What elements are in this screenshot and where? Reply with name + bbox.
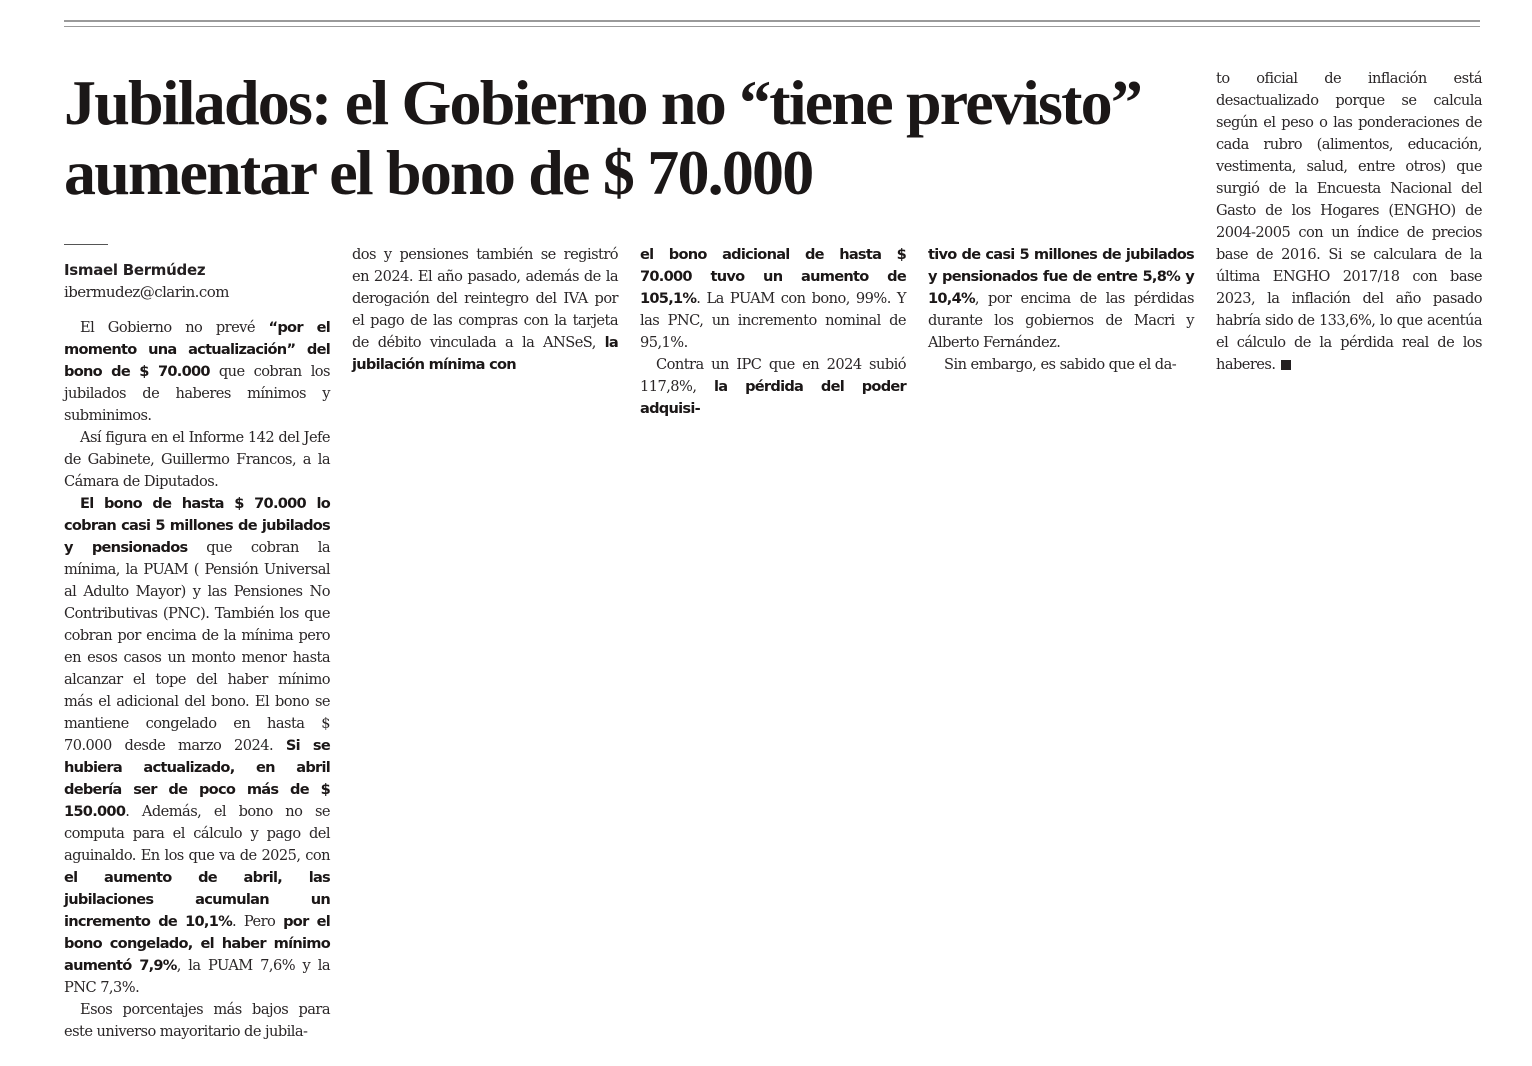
paragraph-2: Así figura en el Informe 142 del Jefe de Gabinete, Guillermo Francos, a la Cámara de Diputados. [64, 429, 330, 490]
p4-bold-part2: el bono adicional de hasta $ 70.000 tuvo un aumento de 105,1% [640, 246, 906, 307]
p1-bold: “por el momento una actualización” del bono de $ 70.000 [64, 319, 330, 380]
p5-bold-part1: la pérdida del poder adquisi- [640, 378, 906, 417]
p1-text-c: que cobran los jubilados de haberes mínimos y subminimos. [64, 363, 330, 424]
column-5 [1216, 68, 1482, 376]
paragraph-5-start: Contra un IPC que en 2024 subió 117,8%, la pérdida del poder adquisi- [640, 356, 906, 417]
paragraph-5-end: tivo de casi 5 millones de jubilados y pensionados fue de entre 5,8% y 10,4%, por encima de las pérdidas durante los gobiernos de Macri y Alberto Fernández. [928, 246, 1194, 351]
p3-text-h: , la PUAM 7,6% y la PNC 7,3%. [64, 957, 330, 996]
paragraph-4-end: el bono adicional de hasta $ 70.000 tuvo un aumento de 105,1%. La PUAM con bono, 99%. Y las PNC, un incremento nominal de 95,1%. [640, 246, 906, 351]
p3-bold-a: El bono de hasta $ 70.000 lo cobran casi 5 millones de jubilados y pensionados [64, 495, 330, 556]
paragraph-6-start: Sin embargo, es sabido que el da- [944, 356, 1177, 373]
author-name: Ismael Bermúdez [64, 261, 206, 279]
paragraph-3 [64, 493, 330, 999]
column-3 [640, 244, 906, 420]
p3-bold-e: el aumento de abril, las jubilaciones acumulan un incremento de 10,1% [64, 869, 330, 930]
paragraph-4-cont: dos y pensiones también se registró en 2024. El año pasado, además de la derogación del reintegro del IVA por el pago de las compras con la tarjeta de débito vinculada a la ANSeS, la jubilación mínima con [352, 246, 618, 373]
column-1 [64, 244, 330, 1043]
p3-text-b: que cobran la mínima, la PUAM ( Pensión Universal al Adulto Mayor) y las Pensiones No Contributivas (PNC). También los que cobran por encima de la mínima pero en esos casos un monto menor hasta alcanzar el tope del haber mínimo más el adicional del bono. El bono se mantiene congelado en hasta $ 70.000 desde marzo 2024. [64, 539, 330, 754]
p3-text-f: . Pero [232, 913, 284, 930]
p4-bold-part1: la jubilación mínima con [352, 334, 618, 373]
end-mark-icon [1281, 360, 1291, 370]
p3-bold-c: Si se hubiera actualizado, en abril debería ser de poco más de $ 150.000 [64, 737, 330, 820]
top-rule-thin [64, 26, 1480, 27]
paragraph-6-end: to oficial de inflación está desactualizado porque se calcula según el peso o las ponderaciones de cada rubro (alimentos, educación, vestimenta, salud, entre otros) que surgió de la Encuesta Nacional del Gasto de los Hogares (ENGHO) de 2004-2005 con un índice de precios base de 2016. Si se calculara de la última ENGHO 2017/18 con base 2023, la inflación del año pasado habría sido de 133,6%, lo que acentúa el cálculo de la pérdida real de los haberes. [1216, 70, 1482, 373]
column-2 [352, 244, 618, 376]
headline: Jubilados: el Gobierno no “tiene previsto” aumentar el bono de $ 70.000 [64, 67, 1142, 208]
p3-text-d: . Además, el bono no se computa para el cálculo y pago del aguinaldo. En los que va de 2025, con [64, 803, 330, 864]
column-4 [928, 244, 1194, 376]
p5-bold-part2: tivo de casi 5 millones de jubilados y pensionados fue de entre 5,8% y 10,4% [928, 246, 1194, 307]
paragraph-1 [64, 317, 330, 427]
paragraph-4-start: Esos porcentajes más bajos para este universo mayoritario de jubila- [64, 1001, 330, 1040]
top-rule [64, 20, 1480, 22]
byline-rule [64, 244, 108, 245]
p3-bold-g: por el bono congelado, el haber mínimo aumentó 7,9% [64, 913, 330, 974]
author-email: ibermudez@clarin.com [64, 283, 229, 301]
p1-text-a: El Gobierno no prevé [80, 319, 269, 336]
